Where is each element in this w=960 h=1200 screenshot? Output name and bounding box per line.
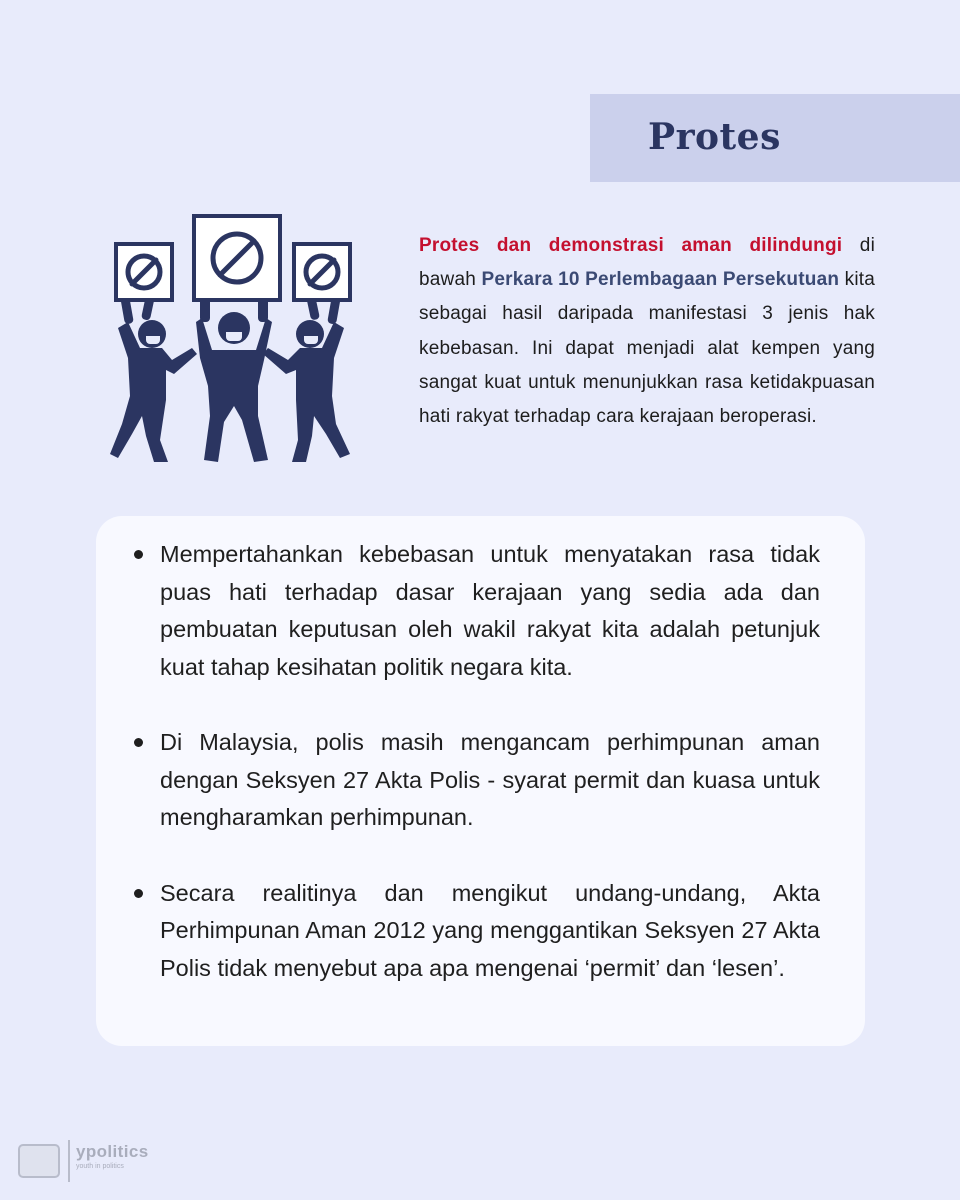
bullet-dot bbox=[134, 550, 143, 559]
bullet-dot bbox=[134, 738, 143, 747]
bullet-list bbox=[160, 536, 820, 1025]
protester-left-figure bbox=[110, 289, 197, 462]
bullet-item bbox=[160, 724, 820, 837]
bullet-text: Mempertahankan kebebasan untuk menyatakan rasa tidak puas hati terhadap dasar kerajaan yang sedia ada dan pembuatan keputusan oleh wakil rakyat kita adalah petunjuk kuat tahap kesihatan politik negara kita. bbox=[160, 541, 820, 680]
page-title: Protes bbox=[648, 116, 781, 158]
intro-paragraph bbox=[419, 229, 875, 434]
intro-highlight-navy: Perkara 10 Perlembagaan Persekutuan bbox=[481, 269, 840, 291]
intro-highlight-red: Protes dan demonstrasi aman dilindungi bbox=[419, 235, 843, 256]
bullet-item bbox=[160, 875, 820, 988]
brand-name: ypolitics bbox=[76, 1142, 149, 1161]
brand-tagline: youth in politics bbox=[76, 1163, 124, 1170]
bullet-item bbox=[160, 536, 820, 686]
logo-book-icon bbox=[18, 1144, 60, 1178]
bullet-dot bbox=[134, 889, 143, 898]
protester-center-figure bbox=[196, 292, 272, 462]
bullet-text: Di Malaysia, polis masih mengancam perhimpunan aman dengan Seksyen 27 Akta Polis - syarat permit dan kuasa untuk mengharamkan perhimpunan. bbox=[160, 729, 820, 830]
bullet-text: Secara realitinya dan mengikut undang-undang, Akta Perhimpunan Aman 2012 yang menggantikan Seksyen 27 Akta Polis tidak menyebut apa apa mengenai ‘permit’ dan ‘lesen’. bbox=[160, 879, 820, 981]
logo-divider bbox=[68, 1140, 70, 1182]
protest-figures-icon bbox=[108, 210, 363, 470]
intro-text-1: di bawah bbox=[419, 235, 875, 291]
brand-logo bbox=[18, 1138, 168, 1184]
protester-right-figure bbox=[263, 289, 350, 462]
bullet-card bbox=[96, 516, 865, 1046]
intro-text-2: kita sebagai hasil daripada manifestasi 3 jenis hak kebebasan. Ini dapat menjadi alat kempen yang sangat kuat untuk menunjukkan rasa ketidakpuasan hati rakyat terhadap cara kerajaan beroperasi. bbox=[419, 269, 875, 428]
title-banner bbox=[590, 94, 960, 182]
